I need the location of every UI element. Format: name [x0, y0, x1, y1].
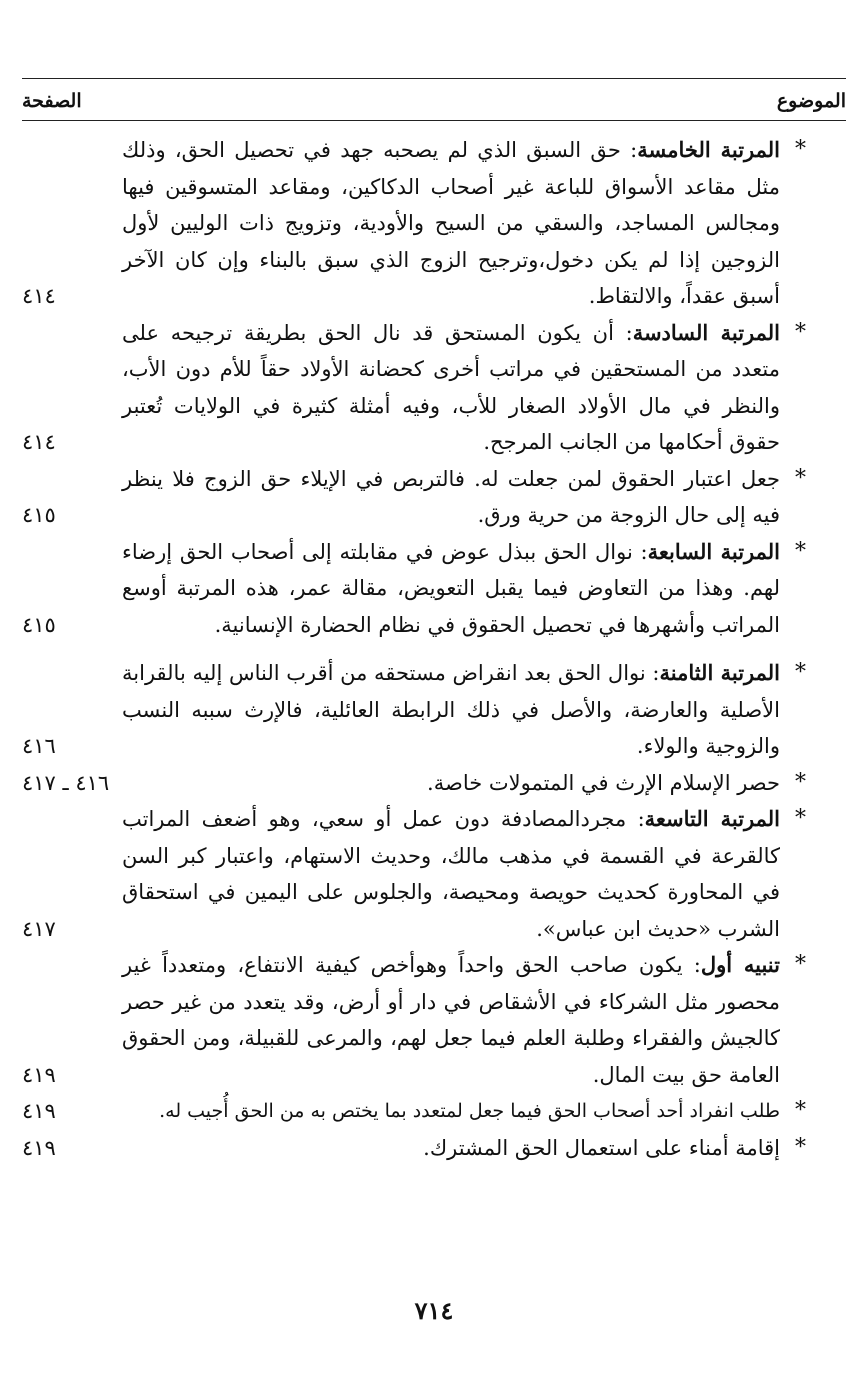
index-header: [22, 86, 846, 116]
entry-text: : حق السبق الذي لم يصحبه جهد في تحصيل الحق، وذلك مثل مقاعد الأسواق للباعة غير أصحاب الدكاكين، ومقاعد المتسوقين فيها ومجالس المساجد، والسقي من السيح والأودية، وتزويج ذات الوليين لأول الزوجين إذا لم يكن دخول،وترجيح الزوج الذي سبق بالبناء وإن كان الآخر أسبق عقداً، والالتقاط.: [122, 138, 780, 308]
entry-text: طلب انفراد أحد أصحاب الحق فيما جعل لمتعدد بما يختص به من الحق أُجيب له.: [159, 1100, 780, 1122]
entry-page-number: ٤١٤: [22, 430, 56, 454]
entry-label: المرتبة السادسة: [632, 319, 780, 345]
entry-page-number: ٤١٧: [22, 916, 56, 941]
index-entry: [22, 315, 806, 461]
entry-text: : مجردالمصادفة دون عمل أو سعي، وهو أضعف المراتب كالقرعة في القسمة في مذهب مالك، وحديث الاستهام، واعتبار كبر السن في المحاورة كحديث حويصة ومحيصة، والجلوس على اليمين في استحقاق الشرب «حديث ابن عباس».: [122, 807, 780, 941]
entry-label: تنبيه أول: [700, 952, 780, 977]
header-top-rule: [22, 78, 846, 79]
entry-text: : أن يكون المستحق قد نال الحق بطريقة ترجيحه على متعدد من المستحقين في مراتب أخرى كحضانة الأولاد حقاً للأم دون الأب، والنظر في مال الأولاد الصغار للأب، وفيه أمثلة كثيرة في الولايات تُعتبر حقوق أحكامها من الجانب المرجح.: [122, 320, 780, 454]
entry-label: المرتبة السابعة: [647, 538, 781, 564]
entry-page-number: ٤١٩: [22, 1135, 56, 1160]
entry-text: حصر الإسلام الإرث في المتمولات خاصة.: [427, 770, 780, 795]
bullet-star-icon: *: [795, 806, 806, 831]
entry-label: المرتبة الثامنة: [659, 660, 780, 685]
index-entry: [22, 461, 806, 534]
bullet-star-icon: *: [795, 769, 806, 795]
bullet-star-icon: *: [795, 1134, 806, 1160]
entry-text: إقامة أمناء على استعمال الحق المشترك.: [423, 1135, 780, 1160]
index-entry: [22, 1093, 806, 1130]
entry-page-number: ٤١٦: [22, 734, 56, 758]
index-entry: [22, 947, 806, 1093]
topic-column-label: الموضوع: [776, 90, 846, 112]
entry-text: : نوال الحق بعد انقراض مستحقه من أقرب الناس إليه بالقرابة الأصلية والعارضة، والأصل في ذلك الرابطة العائلية، فالإرث سببه النسب والزوجية والولاء.: [122, 661, 780, 758]
bullet-star-icon: *: [795, 1098, 806, 1123]
bullet-star-icon: *: [795, 137, 806, 162]
entry-text: : يكون صاحب الحق واحداً وهوأخص كيفية الانتفاع، ومتعدداً غير محصور مثل الشركاء في الأشقاص في دار أو أرض، وقد يتعدد من غير حصر كالجيش والفقراء وطلبة العلم فيما جعل لهم، والمرعى للقبيلة، ومن الحقوق العامة حق بيت المال.: [122, 953, 780, 1087]
bullet-star-icon: *: [795, 319, 806, 345]
page-folio-number: ٧١٤: [414, 1296, 454, 1325]
index-entry: [22, 655, 806, 765]
header-bottom-rule: [22, 120, 846, 121]
entry-page-number: ٤١٩: [22, 1099, 56, 1123]
index-entry: [22, 534, 806, 644]
entry-text: : نوال الحق ببذل عوض في مقابلته إلى أصحاب الحق إرضاء لهم. وهذا من التعاوض فيما يقبل التعويض، مقالة عمر، هذه المرتبة أوسع المراتب وأشهرها في تحصيل الحقوق في نظام الحضارة الإنسانية.: [122, 539, 780, 637]
bullet-star-icon: *: [795, 952, 806, 977]
entry-page-number: ٤١٦ ـ ٤١٧: [22, 770, 110, 795]
page-column-label: الصفحة: [22, 90, 82, 112]
entry-page-number: ٤١٥: [22, 612, 56, 637]
entry-label: المرتبة التاسعة: [644, 806, 781, 831]
index-entry: [22, 1130, 806, 1167]
index-entries: [22, 132, 806, 1166]
entry-page-number: ٤١٤: [22, 284, 56, 308]
entry-label: المرتبة الخامسة: [637, 137, 780, 162]
bullet-star-icon: *: [795, 660, 806, 685]
entry-page-number: ٤١٥: [22, 503, 56, 527]
index-entry: [22, 801, 806, 947]
index-entry: [22, 765, 806, 802]
index-entry: [22, 132, 806, 315]
entry-page-number: ٤١٩: [22, 1062, 56, 1087]
bullet-star-icon: *: [795, 465, 806, 491]
bullet-star-icon: *: [795, 538, 806, 564]
entry-text: جعل اعتبار الحقوق لمن جعلت له. فالتربص في الإيلاء حق الزوج فلا ينظر فيه إلى حال الزوجة من حرية ورق.: [122, 466, 780, 527]
